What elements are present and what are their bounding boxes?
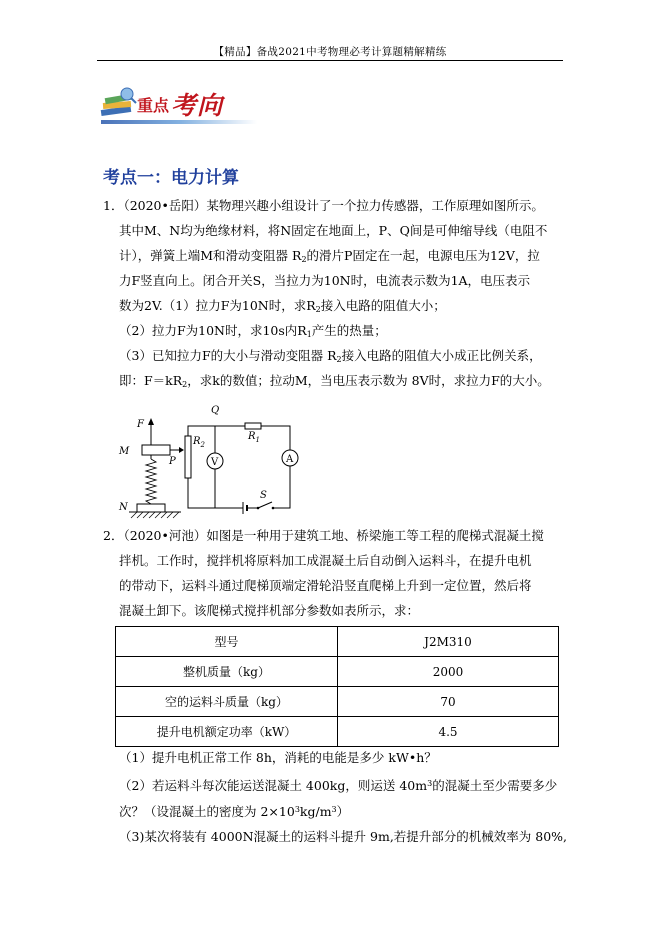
table-row — [116, 657, 559, 687]
table-cell: 整机质量（kg） — [116, 657, 338, 687]
label-r2: $R_2$ — [193, 436, 205, 449]
slider-p — [179, 447, 184, 453]
spring — [146, 459, 156, 504]
table-cell: 型号 — [116, 627, 338, 657]
label-v: V — [211, 457, 219, 468]
label-a: A — [286, 454, 294, 465]
q1-line-4: 力F竖直向上。闭合开关S，当拉力为10N时，电流表示数为1A，电压表示 — [119, 273, 531, 288]
force-arrow — [148, 418, 154, 425]
block-m — [142, 445, 170, 455]
label-s: S — [260, 490, 267, 501]
ground-hatch — [131, 512, 179, 518]
table-cell: 4.5 — [338, 717, 559, 747]
label-r1: $R_1$ — [248, 431, 260, 444]
resistor-r2 — [185, 436, 191, 478]
q1-line-3: 计），弹簧上端M和滑动变阻器 $R_2$的滑片P固定在一起，电源电压为12V，拉 — [119, 248, 540, 264]
q2-sub-3: （3)某次将装有 4000N混凝土的运料斗提升 9m,若提升部分的机械效率为 80%, — [119, 829, 568, 844]
section-title: 考点一：电力计算 — [103, 168, 239, 188]
table-row — [116, 687, 559, 717]
table-cell: 空的运料斗质量（kg） — [116, 687, 338, 717]
table-cell: J2M310 — [338, 627, 559, 657]
q2-line-3: 的带动下，运料斗通过爬梯顶端定滑轮沿竖直爬梯上升到一定位置，然后将 — [119, 578, 532, 593]
base-n — [137, 504, 165, 512]
table-cell: 2000 — [338, 657, 559, 687]
q1-line-8: 即：$F=kR_2$，求k的数值；拉动M，当电压表示数为 8V时，求拉力F的大小。 — [119, 373, 550, 389]
label-p: P — [169, 456, 176, 467]
q1-line-7: （3）已知拉力F的大小与滑动变阻器 $R_2$接入电路的阻值大小成正比例关系， — [119, 348, 542, 364]
table-row — [116, 627, 559, 657]
label-n: N — [119, 502, 128, 513]
q1-line-5: 数为2V.（1）拉力F为10N时，求$R_2$接入电路的阻值大小； — [119, 298, 446, 314]
q2-sub-2: （2）若运料斗每次能运送混凝土 400kg，则运送 $40m^3$的混凝土至少需要多少 — [119, 778, 558, 793]
q1-line-1: 1．（2020•岳阳）某物理兴趣小组设计了一个拉力传感器，工作原理如图所示。 — [103, 198, 544, 213]
q2-line-2: 拌机。工作时，搅拌机将原料加工成混凝土后自动倒入运料斗，在提升电机 — [119, 553, 532, 568]
circuit-diagram — [115, 404, 315, 519]
label-m: M — [119, 446, 130, 457]
resistor-r1 — [245, 423, 261, 429]
key-direction-banner — [99, 80, 259, 130]
banner-underline — [101, 120, 257, 124]
header-divider — [97, 60, 563, 61]
table-row — [116, 717, 559, 747]
page-header: 【精品】备战2021中考物理必考计算题精解精练 — [213, 46, 447, 58]
q2-sub-2-cont: 次？（设混凝土的密度为 $2\times 10^3kg/m^3$） — [119, 804, 350, 819]
q1-line-6: （2）拉力F为10N时，求10s内$R_1$产生的热量； — [119, 323, 387, 339]
q1-line-2: 其中M、N均为绝缘材料，将N固定在地面上，P、Q间是可伸缩导线（电阻不 — [119, 223, 548, 238]
banner-title — [137, 86, 223, 122]
q2-line-1: 2．（2020•河池）如图是一种用于建筑工地、桥梁施工等工程的爬梯式混凝土搅 — [103, 528, 544, 543]
banner-big-text: 考向 — [171, 91, 224, 120]
q2-sub-1: （1）提升电机正常工作 8h，消耗的电能是多少 kW•h？ — [119, 750, 437, 765]
label-f: F — [137, 419, 144, 430]
label-q: Q — [211, 405, 220, 416]
banner-small-text: 重点 — [137, 96, 170, 115]
switch-s — [258, 502, 272, 508]
spec-table — [115, 626, 559, 747]
table-cell: 70 — [338, 687, 559, 717]
books-icon — [99, 84, 139, 124]
table-cell: 提升电机额定功率（kW） — [116, 717, 338, 747]
q2-line-4: 混凝土卸下。该爬梯式搅拌机部分参数如表所示，求： — [119, 603, 420, 618]
